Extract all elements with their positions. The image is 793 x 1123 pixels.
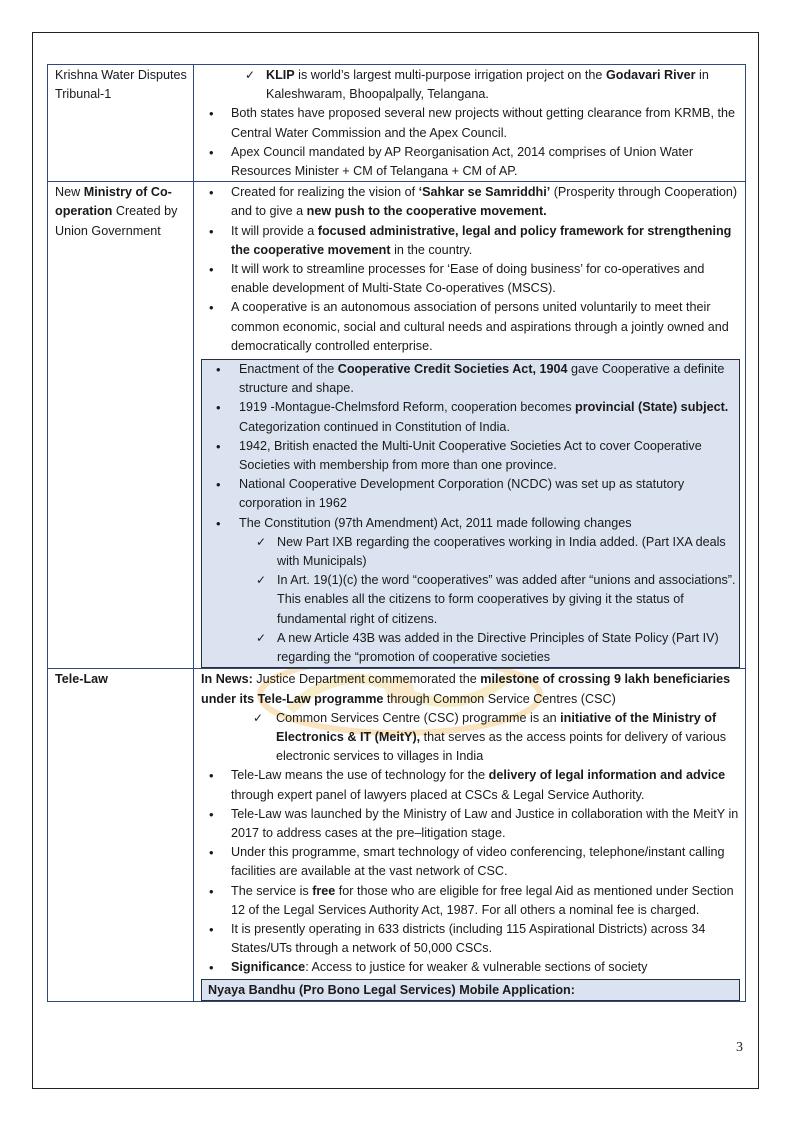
list-item: • A cooperative is an autonomous association of persons united voluntarily to meet their common economic, social and cultural needs and aspirations through a jointly owned and democratically controlled enterprise. xyxy=(201,298,739,356)
list-item: • 1919 -Montague-Chelmsford Reform, cooperation becomes provincial (State) subject. Categorization continued in Constitution of India. xyxy=(202,398,739,436)
content-cell xyxy=(194,65,746,182)
list-item: • 1942, British enacted the Multi-Unit Cooperative Societies Act to cover Cooperative Societies with membership from more than one province. xyxy=(202,437,739,475)
topic-cell xyxy=(48,65,194,182)
list-item: ✓ KLIP is world’s largest multi-purpose irrigation project on the Godavari River in Kaleshwaram, Bhoopalpally, Telangana. xyxy=(201,66,739,104)
page-number: 3 xyxy=(736,1040,743,1055)
list-item: • National Cooperative Development Corporation (NCDC) was set up as statutory corporation in 1962 xyxy=(202,475,739,513)
table-row xyxy=(48,65,746,182)
topic-text: Tele-Law xyxy=(55,672,108,687)
list-item: • It will provide a focused administrative, legal and policy framework for strengthening the cooperative movement in the country. xyxy=(201,222,739,260)
list-item: • Enactment of the Cooperative Credit Societies Act, 1904 gave Cooperative a definite structure and shape. xyxy=(202,360,739,398)
list-item: • Significance: Access to justice for weaker & vulnerable sections of society xyxy=(201,958,739,977)
list-item: • The service is free for those who are eligible for free legal Aid as mentioned under Section 12 of the Legal Services Authority Act, 1987. For all others a nominal fee is charged. xyxy=(201,882,739,920)
content-cell xyxy=(194,669,746,1001)
notes-table xyxy=(47,64,746,1002)
list-item: • It will work to streamline processes for ‘Ease of doing business’ for co-operatives and enable development of Multi-State Co-operatives (MSCS). xyxy=(201,260,739,298)
in-news-text: In News: Justice Department commemorated the milestone of crossing 9 lakh beneficiaries under its Tele-Law programme through Common Service Centres (CSC) xyxy=(201,672,731,706)
list-item: • Created for realizing the vision of ‘Sahkar se Samriddhi’ (Prosperity through Cooperation) and to give a new push to the cooperative movement. xyxy=(201,183,739,221)
table-row xyxy=(48,669,746,1001)
topic-cell xyxy=(48,669,194,1001)
list-item: • Tele-Law means the use of technology for the delivery of legal information and advice through expert panel of lawyers placed at CSCs & Legal Service Authority. xyxy=(201,766,739,804)
list-item: • It is presently operating in 633 districts (including 115 Aspirational Districts) across 34 States/UTs through a network of 50,000 CSCs. xyxy=(201,920,739,958)
list-item: ✓ Common Services Centre (CSC) programme is an initiative of the Ministry of Electronics & IT (MeitY), that serves as the access points for delivery of various electronic services to villages in India xyxy=(201,709,739,767)
list-item: • Both states have proposed several new projects without getting clearance from KRMB, the Central Water Commission and the Apex Council. xyxy=(201,104,739,142)
table-row xyxy=(48,182,746,669)
nyaya-bandhu-box: Nyaya Bandhu (Pro Bono Legal Services) Mobile Application: xyxy=(201,979,740,1001)
list-item: ✓ A new Article 43B was added in the Directive Principles of State Policy (Part IV) regarding the “promotion of cooperative societies xyxy=(202,629,739,667)
list-item: • Apex Council mandated by AP Reorganisation Act, 2014 comprises of Union Water Resources Minister + CM of Telangana + CM of AP. xyxy=(201,143,739,181)
topic-text: Krishna Water Disputes Tribunal-1 xyxy=(55,68,187,102)
list-item: ✓ New Part IXB regarding the cooperatives working in India added. (Part IXA deals with Municipals) xyxy=(202,533,739,571)
topic-cell: New Ministry of Co-operation Created by Union Government xyxy=(48,182,194,669)
list-item: • Under this programme, smart technology of video conferencing, telephone/instant calling facilities are available at the vast network of CSC. xyxy=(201,843,739,881)
list-item: • The Constitution (97th Amendment) Act, 2011 made following changes xyxy=(202,514,739,533)
cooperative-history-box xyxy=(201,359,740,668)
content-cell xyxy=(194,182,746,669)
list-item: • Tele-Law was launched by the Ministry of Law and Justice in collaboration with the MeitY in 2017 to address cases at the pre–litigation stage. xyxy=(201,805,739,843)
list-item: ✓ In Art. 19(1)(c) the word “cooperatives” was added after “unions and associations”. This enables all the citizens to form cooperatives by giving it the status of fundamental right of citizens. xyxy=(202,571,739,629)
